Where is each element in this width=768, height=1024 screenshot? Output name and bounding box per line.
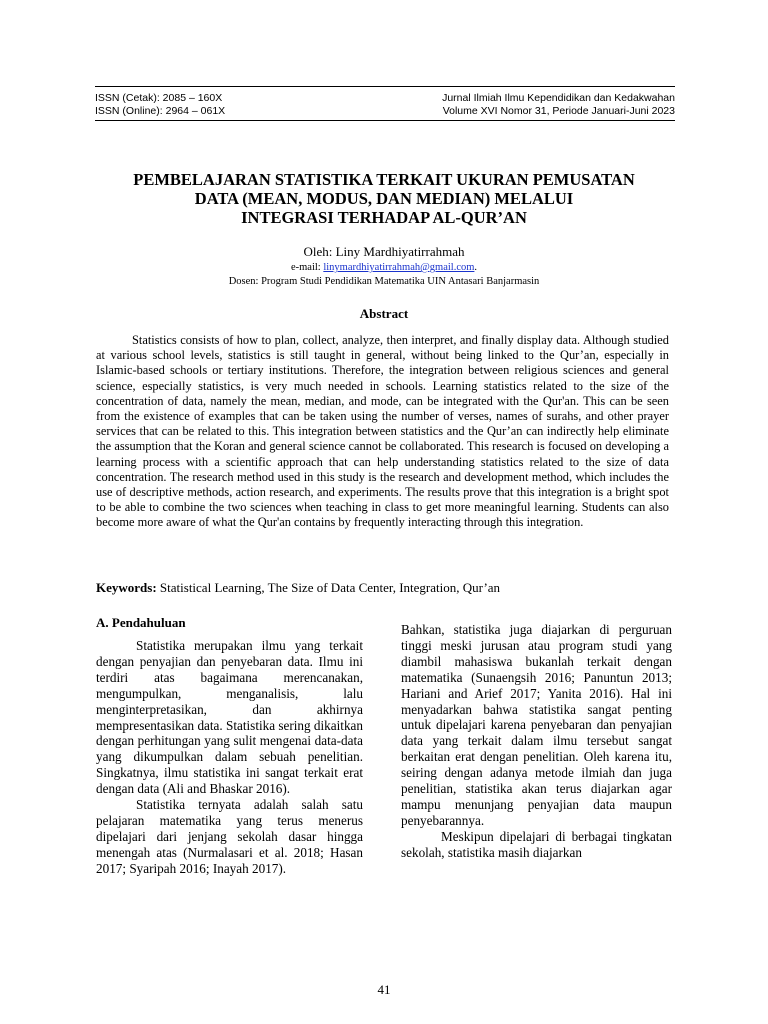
journal-volume: Volume XVI Nomor 31, Periode Januari-Juni 2023	[442, 105, 675, 117]
keywords-line	[96, 580, 696, 596]
author-byline: Oleh: Liny Mardhiyatirrahmah	[303, 244, 465, 259]
title-line-1: PEMBELAJARAN STATISTIKA TERKAIT UKURAN PEMUSATAN	[133, 170, 635, 189]
author-email-line	[0, 261, 768, 274]
keywords-text: Statistical Learning, The Size of Data Center, Integration, Qur’an	[156, 580, 501, 595]
email-label: e-mail:	[290, 262, 324, 273]
email-end: .	[474, 262, 478, 273]
page-number: 41	[377, 982, 391, 997]
author-email-link[interactable]: linymardhiyatirrahmah@gmail.com	[323, 262, 475, 273]
header-top-rule	[95, 86, 675, 87]
paper-title	[80, 170, 688, 227]
header-journal-block	[442, 92, 675, 118]
abstract-heading: Abstract	[359, 306, 409, 321]
body-column-right	[401, 622, 672, 861]
body-column-left	[96, 638, 363, 877]
paragraph: Statistika merupakan ilmu yang terkait dengan penyajian dan penyebaran data. Ilmu ini terdiri atas bagaimana merencanakan, mengumpulkan, menganalisis, lalu menginterpretasikan, dan akhirnya mempresentasikan data. Statistika sering dikaitkan dengan perhitungan yang sulit mengenai data-data yang dikumpulkan dalam sebuah penelitian. Singkatnya, ilmu statistika ini sangat terkait erat dengan data (Ali and Bhaskar 2016).	[96, 638, 363, 797]
journal-name: Jurnal Ilmiah Ilmu Kependidikan dan Kedakwahan	[442, 92, 675, 104]
author-affiliation: Dosen: Program Studi Pendidikan Matematika UIN Antasari Banjarmasin	[228, 276, 540, 287]
header-issn-block	[95, 92, 225, 118]
section-heading: A. Pendahuluan	[96, 615, 186, 630]
paragraph: Bahkan, statistika juga diajarkan di perguruan tinggi meski jurusan atau program studi yang diambil mahasiswa bukanlah terkait dengan matematika (Sunaengsih 2016; Panuntun 2013; Hariani and Arief 2017; Yanita 2016). Hal ini menyadarkan bahwa statistika sangat penting untuk dipelajari karena penyebaran dan penyajian data yang terkait dalam ilmu tersebut sangat berkaitan erat dengan penelitian. Oleh karena itu, seiring dengan adanya metode ilmiah dan juga penelitian, statistika akan terus diajarkan agar mampu menunjang penyajian data maupun penyebarannya.	[401, 622, 672, 828]
title-line-3: INTEGRASI TERHADAP AL-QUR’AN	[241, 208, 527, 227]
keywords-label: Keywords:	[96, 580, 157, 595]
abstract-text: Statistics consists of how to plan, collect, analyze, then interpret, and finally display data. Although studied at various school levels, statistics is still taught in general, without being linked to the Qur’an, especially in Islamic-based schools or tertiary institutions. Therefore, the integration between religious sciences and general science, especially statistics, is very much needed in schools. Learning statistics related to the size of the concentration of data, namely the mean, median, and mode, can be integrated with the Qur'an. This can be seen from the existence of examples that can be taken using the number of verses, names of surahs, and other prayer services that can be related to this. This integration between statistics and the Qur’an can indirectly help eliminate the assumption that the Koran and general science cannot be collaborated. This research is focused on developing a learning process with a scientific approach that can help understanding statistics related to the size of data concentration. The research method used in this study is the research and development method, which includes the use of descriptive methods, action research, and experiments. The results prove that this integration is a bright spot to be able to combine the two sciences when teaching in class to get more meaningful learning. Students can also become more aware of what the Qur'an contains by frequently interacting through this integration.	[96, 333, 669, 530]
issn-print: ISSN (Cetak): 2085 – 160X	[95, 92, 223, 104]
title-line-2: DATA (MEAN, MODUS, DAN MEDIAN) MELALUI	[194, 189, 574, 208]
paragraph: Meskipun dipelajari di berbagai tingkatan sekolah, statistika masih diajarkan	[401, 828, 672, 860]
header-bottom-rule	[95, 120, 675, 121]
issn-online: ISSN (Online): 2964 – 061X	[95, 105, 226, 117]
paragraph: Statistika ternyata adalah salah satu pelajaran matematika yang terus menerus dipelajari dari jenjang sekolah dasar hingga menengah atas (Nurmalasari et al. 2018; Hasan 2017; Syaripah 2016; Inayah 2017).	[96, 797, 363, 876]
